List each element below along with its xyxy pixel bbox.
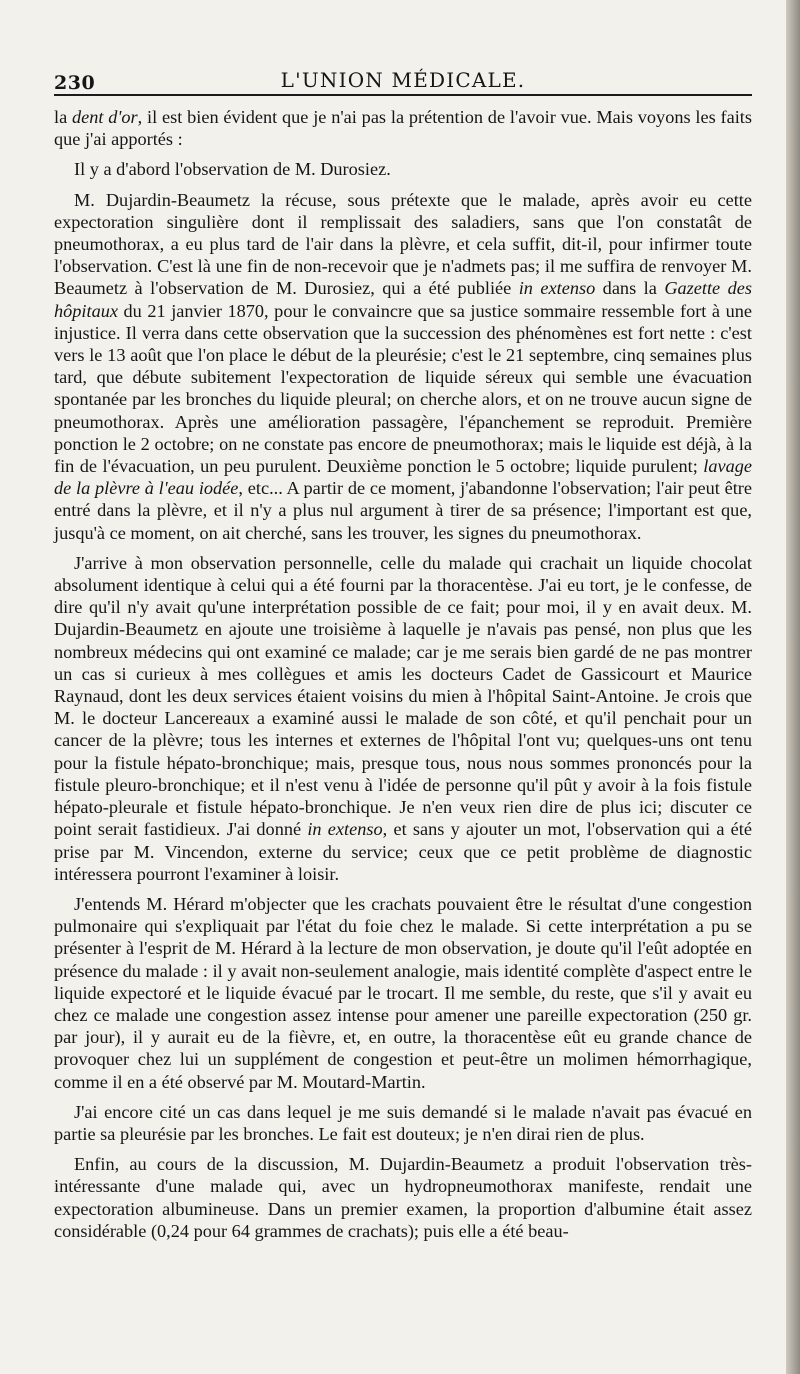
text-run: du 21 janvier 1870, pour le convaincre que sa justice sommaire ressemble fort à une injustice. Il verra dans cette observation que la succession des phénomènes est fort nette : c'est vers le 13 août que l'on place le début de la pleurésie; c'est le 21 septembre, cinq semaines plus tard, que débute subitement l'expectoration de liquide séreux qui semble une évacuation spontanée par les bronches du liquide pleural; on cherche alors, et on ne trouve aucun signe de pneumothorax. Après une amélioration passagère, l'épanchement se reproduit. Première ponction le 2 octobre; on ne constate pas encore de pneumothorax; mais le liquide est déjà, à la fin de l'évacuation, un peu purulent. Deuxième ponction le 5 octobre; liquide purulent; [54, 300, 752, 477]
page-gutter-shadow [786, 0, 800, 1374]
text-run: J'entends M. Hérard m'objecter que les crachats pouvaient être le résultat d'une congestion pulmonaire qui s'expliquait par l'état du foie chez le malade. Si cette interprétation a pu se présenter à l'esprit de M. Hérard à la lecture de mon observation, je doute qu'il l'eût adoptée en présence du malade : il y avait non-seulement analogie, mais identité complète d'aspect entre le liquide expectoré et le liquide évacué par le trocart. Il me semble, du reste, que s'il y avait eu chez ce malade une congestion assez intense pour amener une pareille expectoration (250 gr. par jour), il y aurait eu de la fièvre, et, en outre, la thoracentèse eût eu grande chance de provoquer chez lui un supplément de congestion et peut-être un molimen hémorrhagique, comme il en a été observé par M. Moutard-Martin. [54, 893, 752, 1092]
text-run: J'arrive à mon observation personnelle, celle du malade qui crachait un liquide chocolat absolument identique à celui qui a été fourni par la thoracentèse. J'ai eu tort, je le confesse, de dire qu'il n'y avait qu'une interprétation possible de ce fait; pour moi, il y en avait deux. M. Dujardin-Beaumetz en ajoute une troisième à laquelle je n'avais pas pensé, non plus que les nombreux médecins qui ont examiné ce malade; car je me serais bien gardé de ne pas montrer un cas si curieux à mes collègues et amis les docteurs Cadet de Gassicourt et Maurice Raynaud, dont les deux services étaient voisins du mien à l'hôpital Saint-Antoine. Je crois que M. le docteur Lancereaux a examiné aussi le malade de son côté, et qu'il penchait pour un cancer de la plèvre; tous les internes et externes de l'hôpital l'ont vu; quelques-uns ont tenu pour la fistule hépato-bronchique; mais, presque tous, nous nous sommes prononcés pour la fistule pleuro-bronchique; et il n'est venu à l'idée de personne qu'il pût y avoir à la fois fistule hépato-pleurale et fistule hépato-bronchique. Je n'en veux rien dire de plus ici; discuter ce point serait fastidieux. J'ai donné [54, 552, 752, 840]
text-run: Enfin, au cours de la discussion, M. Dujardin-Beaumetz a produit l'observation très-intéressante d'une malade qui, avec un hydropneumothorax manifeste, rendait une expectoration albumineuse. Dans un premier examen, la proportion d'albumine était assez considérable (0,24 pour 64 grammes de crachats); puis elle a été beau- [54, 1154, 752, 1241]
paragraph [54, 106, 752, 150]
page-number: 230 [54, 72, 96, 94]
text-run: dans la [595, 278, 665, 299]
running-title: L'UNION MÉDICALE. [280, 68, 526, 92]
paragraph [54, 1101, 752, 1145]
text-run: , et sans y ajouter un mot, l'observation qui a été prise par M. Vincendon, externe du service; ceux que ce petit problème de diagnostic intéressera pourront l'examiner à loisir. [54, 819, 752, 884]
paragraph [54, 158, 752, 180]
paragraph [54, 552, 752, 885]
text-run: M. Dujardin-Beaumetz la récuse, sous prétexte que le malade, après avoir eu cette expectoration singulière dont il remplissait des saladiers, sans que l'on constatât de pneumothorax, a eu plus tard de l'air dans la plèvre, et cela suffit, dit-il, pour infirmer toute l'observation. C'est là une fin de non-recevoir que je n'admets pas; il me suffira de renvoyer M. Beaumetz à l'observation de M. Durosiez, qui a été publiée [54, 189, 752, 299]
paragraph [54, 189, 752, 544]
header-rule [54, 94, 752, 96]
text-run: , etc... A partir de ce moment, j'abandonne l'observation; l'air peut être entré dans la plèvre, et il n'y a plus nul argument à tirer de sa présence; l'important est que, jusqu'à ce moment, on ait cherché, sans les trouver, les signes du pneumothorax. [54, 478, 752, 543]
paragraph [54, 893, 752, 1093]
italic-text: in extenso [518, 278, 596, 299]
italic-text: Gazette des hôpitaux [54, 278, 752, 321]
text-run: , il est bien évident que je n'ai pas la prétention de l'avoir vue. Mais voyons les faits que j'ai apportés : [54, 107, 753, 150]
text-run: J'ai encore cité un cas dans lequel je me suis demandé si le malade n'avait pas évacué en partie sa pleurésie par les bronches. Le fait est douteux; je n'en dirai rien de plus. [54, 1101, 752, 1144]
italic-text: dent d'or [72, 107, 138, 127]
page-header [54, 60, 752, 94]
text-run: la [54, 107, 73, 127]
italic-text: in extenso [307, 819, 383, 840]
text-run: Il y a d'abord l'observation de M. Durosiez. [74, 159, 391, 180]
paragraph [54, 1153, 752, 1242]
article-body [54, 106, 752, 1242]
italic-text: lavage de la plèvre à l'eau iodée [54, 456, 752, 499]
